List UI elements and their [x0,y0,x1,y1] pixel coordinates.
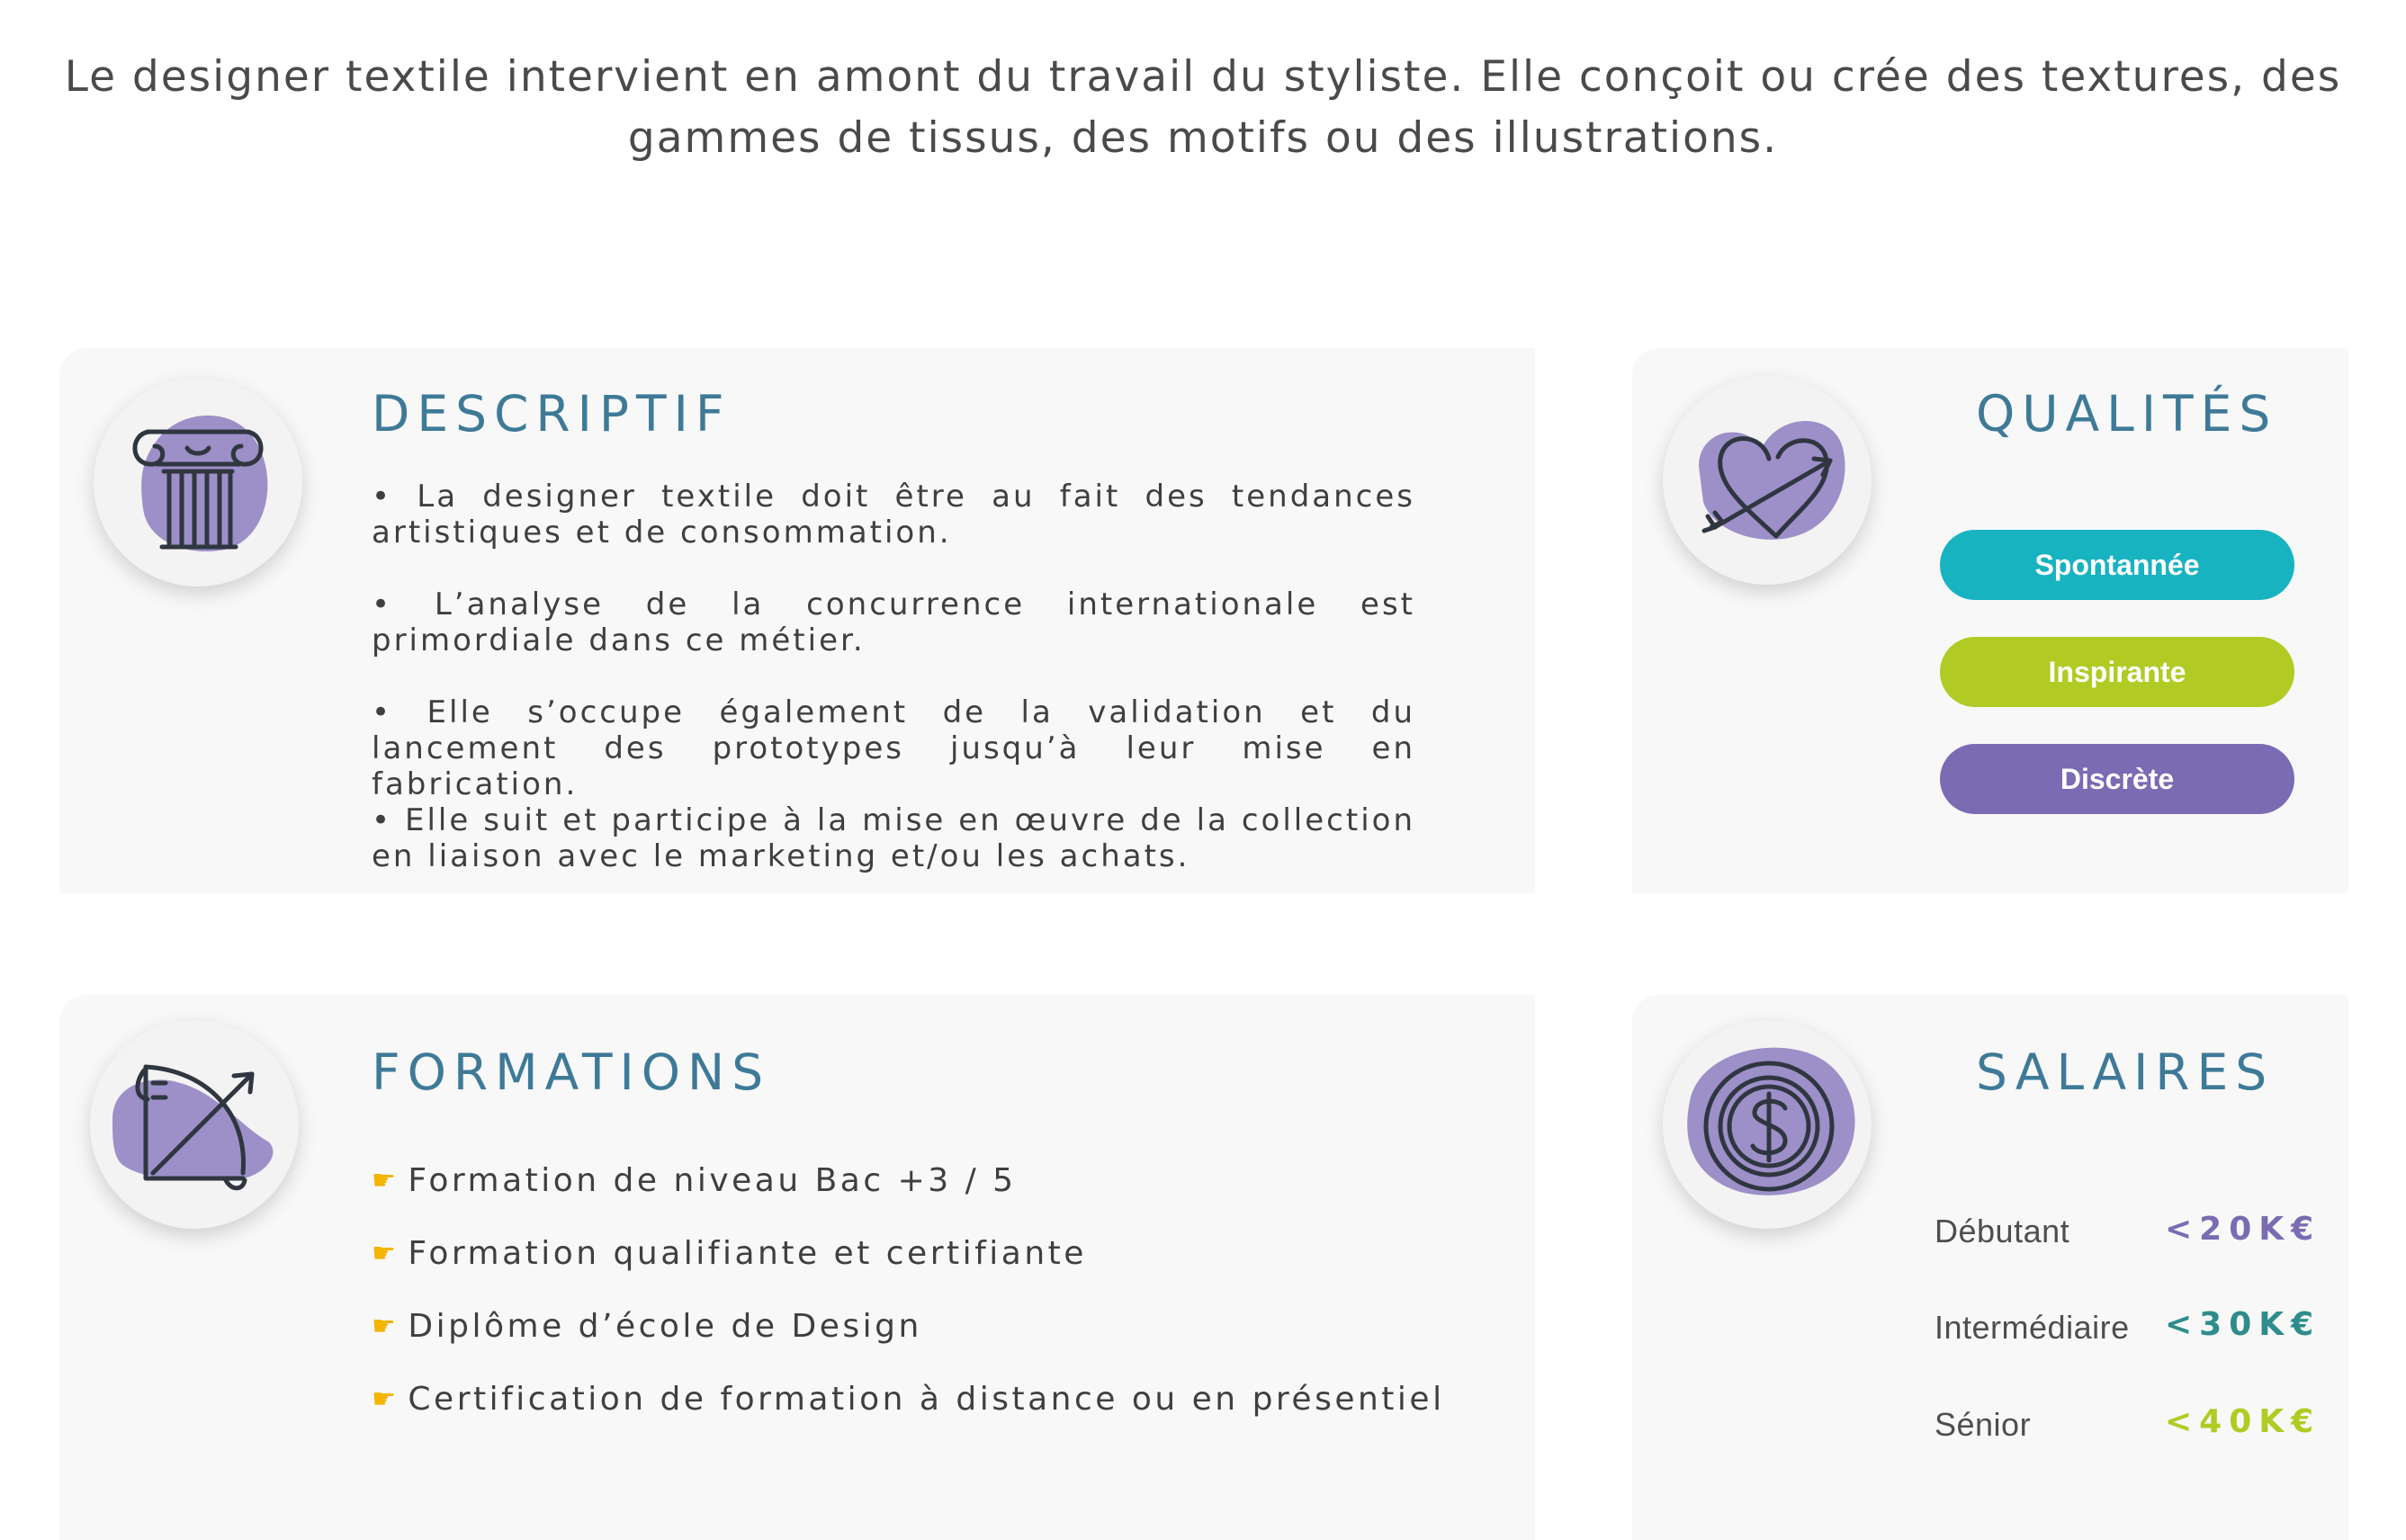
salaires-title: SALAIRES [1976,1043,2275,1101]
formation-item-3-text: Diplôme d’école de Design [408,1308,922,1345]
formation-item-1 [372,1162,1017,1199]
intro-line-2: gammes de tissus, des motifs ou des illustrations. [627,113,1779,163]
qualite-pill-inspirante: Inspirante [1940,637,2294,707]
formation-item-4 [372,1381,1445,1418]
formations-title: FORMATIONS [372,1043,771,1101]
bow-arrow-icon [90,1020,299,1229]
column-icon [94,378,302,586]
descriptif-item-3: • Elle s’occupe également de la validation et du lancement des prototypes jusqu’à leur mise en fabrication. [372,694,1415,802]
pointing-hand-icon: ☛ [372,1383,400,1415]
descriptif-item-2: • L’analyse de la concurrence internationale est primordiale dans ce métier. [372,586,1415,658]
formation-item-2 [372,1235,1087,1272]
descriptif-icon-badge [94,378,302,586]
formations-icon-badge [90,1020,299,1229]
descriptif-item-1: • La designer textile doit être au fait des tendances artistiques et de consommation. [372,479,1415,551]
qualite-pill-discrete: Discrète [1940,744,2294,814]
salaire-label-intermediaire: Intermédiaire [1935,1309,2130,1346]
intro-line-1: Le designer textile intervient en amont du travail du styliste. Elle conçoit ou crée des textures, des [64,52,2342,102]
salaire-label-debutant: Débutant [1935,1213,2070,1249]
salaire-label-senior: Sénior [1935,1406,2032,1443]
salaire-value-debutant: <20K€ [2165,1211,2321,1248]
qualite-pill-spontannee: Spontannée [1940,530,2294,600]
intro-text [54,47,2352,169]
salaire-value-intermediaire: <30K€ [2165,1306,2321,1343]
formation-item-1-text: Formation de niveau Bac +3 / 5 [408,1162,1017,1199]
descriptif-item-4: • Elle suit et participe à la mise en œuvre de la collection en liaison avec le marketing et/ou les achats. [372,802,1415,874]
salaires-icon-badge [1663,1020,1872,1229]
formation-item-3 [372,1308,922,1345]
pointing-hand-icon: ☛ [372,1238,400,1269]
pointing-hand-icon: ☛ [372,1165,400,1196]
qualites-title: QUALITÉS [1976,385,2278,443]
pointing-hand-icon: ☛ [372,1311,400,1342]
qualites-icon-badge [1663,376,1872,585]
formation-item-2-text: Formation qualifiante et certifiante [408,1235,1087,1272]
dollar-coin-icon [1663,1020,1872,1229]
descriptif-title: DESCRIPTIF [372,385,732,443]
heart-arrow-icon [1663,376,1872,585]
formation-item-4-text: Certification de formation à distance ou en présentiel [408,1381,1445,1418]
salaire-value-senior: <40K€ [2165,1403,2321,1440]
